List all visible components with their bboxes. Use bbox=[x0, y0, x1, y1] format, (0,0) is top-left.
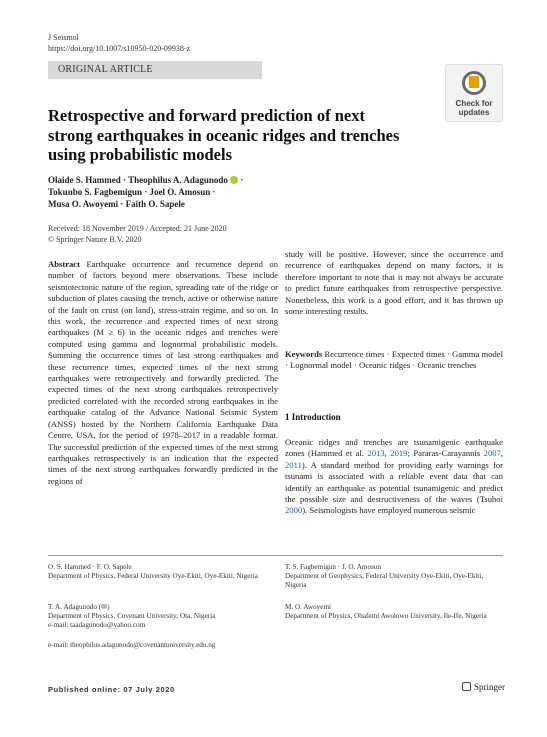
check-updates-line2: updates bbox=[458, 108, 490, 117]
authors-line3: Musa O. Awoyemi · Faith O. Sapele bbox=[48, 199, 185, 209]
copyright: © Springer Nature B.V. 2020 bbox=[48, 234, 142, 244]
published-online: Published online: 07 July 2020 bbox=[48, 685, 175, 694]
intro-text: ). Seismologists have employed numerous seismic bbox=[302, 505, 476, 516]
citation-link[interactable]: 2007 bbox=[483, 448, 501, 459]
article-type: ORIGINAL ARTICLE bbox=[58, 64, 153, 75]
authors-line2: Tokunbo S. Fagbemigun · Joel O. Amosun · bbox=[48, 187, 216, 197]
orcid-icon[interactable] bbox=[230, 176, 238, 184]
doi-link[interactable]: https://doi.org/10.1007/s10950-020-09938-z bbox=[48, 43, 191, 53]
affiliation-names: T. A. Adagunodo (✉) bbox=[48, 603, 110, 611]
affiliation bbox=[48, 641, 278, 650]
affiliation-names: M. O. Awoyemi bbox=[285, 603, 332, 611]
bookmark-icon bbox=[469, 76, 479, 88]
affiliation bbox=[48, 603, 278, 630]
abstract-continued: study will be positive. However, since the occurrence and recurrence of earthquakes depend on many factors, it is therefore important to note that it may not always be accurate to predict future earthquakes from retrospective perspective. Nonetheless, this work is a good effort, and it has thrown up some interesting results. bbox=[285, 249, 503, 317]
springer-horse-icon bbox=[462, 682, 471, 691]
intro-text: ). A standard method for providing early warnings for tsunami is associated with a reliable event data that can identify an earthquake as potential tsunamigenic and predict the possible size and destructiveness of the waves (Tsuboi bbox=[285, 459, 503, 505]
citation-link[interactable]: 2000 bbox=[285, 505, 303, 516]
intro-text: Oceanic ridges and trenches are tsunamigenic earthquake zones (Hammed et al. bbox=[285, 437, 503, 459]
abstract-label: Abstract bbox=[48, 259, 80, 269]
affiliation bbox=[48, 563, 278, 581]
affiliation-dept: Department of Physics, Obafemi Awolowo University, Ile-Ife, Nigeria bbox=[285, 612, 487, 620]
affiliation-dept: Department of Physics, Covenant University, Ota, Nigeria bbox=[48, 612, 216, 620]
publisher-logo bbox=[462, 682, 505, 692]
article-type-banner bbox=[48, 61, 262, 79]
affiliation-names: T. S. Fagbemigun · J. O. Amosun bbox=[285, 563, 382, 571]
intro-text: , bbox=[384, 448, 391, 459]
abstract bbox=[48, 259, 278, 487]
authors-line1: Olaide S. Hammed · Theophilus A. Adagunodo bbox=[48, 175, 228, 185]
affiliation-email[interactable]: e-mail: taadagunodo@yahoo.com bbox=[48, 621, 146, 629]
check-for-updates-badge[interactable] bbox=[445, 64, 503, 122]
received-accepted: Received: 18 November 2019 / Accepted: 21 June 2020 bbox=[48, 224, 227, 233]
section-heading-introduction: 1 Introduction bbox=[285, 412, 341, 422]
affiliation bbox=[285, 603, 503, 621]
citation-link[interactable]: 2011 bbox=[285, 459, 302, 470]
check-updates-line1: Check for bbox=[455, 99, 493, 108]
journal-name: J Seismol bbox=[48, 33, 79, 42]
journal-info bbox=[48, 33, 190, 54]
publisher-name: Springer bbox=[474, 682, 505, 692]
affiliation-email[interactable]: e-mail: theophilus.adagunodo@covenantuniversity.edu.ng bbox=[48, 641, 216, 649]
affiliation bbox=[285, 563, 503, 590]
affiliation-dept: Department of Physics, Federal University Oye-Ekiti, Oye-Ekiti, Nigeria bbox=[48, 572, 258, 580]
introduction-paragraph bbox=[285, 437, 503, 517]
affiliation-dept: Department of Geophysics, Federal University Oye-Ekiti, Oye-Ekiti, Nigeria bbox=[285, 572, 484, 589]
intro-text: , bbox=[500, 448, 503, 459]
footnote-divider bbox=[48, 555, 503, 556]
keywords bbox=[285, 349, 503, 372]
intro-text: ; Pararas-Carayannis bbox=[407, 448, 484, 459]
citation-link[interactable]: 2019 bbox=[390, 448, 408, 459]
citation-link[interactable]: 2013 bbox=[367, 448, 385, 459]
paper-title: Retrospective and forward prediction of next strong earthquakes in oceanic ridges and trenches using probabilistic models bbox=[48, 106, 400, 164]
affiliation-names: O. S. Hammed · F. O. Sapele bbox=[48, 563, 132, 571]
keywords-label: Keywords bbox=[285, 349, 323, 359]
article-dates bbox=[48, 224, 227, 245]
abstract-text: Earthquake occurrence and recurrence depend on number of factors beyond mere observations. These include seismotectonic nature of the region, spreading rate of the ridge or subduction of plates causing the trench, active or otherwise nature of the fault on crust (on land), stress-strain regime, and so on. In this work, the recurrence and expected times of next strong earthquakes (M ≥ 6) in the oceanic ridges and trenches were computed using gamma and lognormal probabilistic models. Summing the occurrence times of last strong earthquakes and these recurrence times, expected times of the next strong earthquakes were retrospectively and forwardly predicted. The expected times of the next strong earthquakes retrospectively predicted correlated with the recorded strong earthquakes in the earthquake catalog of the Advance National Seismic System (ANSS) hosted by the Northern California Earthquake Data Centre, USA, for the period of 1978–2017 in a readable format. The successful prediction of the expected times of the next strong earthquakes retrospectively is an indication that the expected times of the next strong earthquakes forwardly predicted in the regions of bbox=[48, 259, 278, 486]
authors-line1-sep: · bbox=[238, 175, 244, 185]
keywords-text: Recurrence times · Expected times · Gamma model · Lognormal model · Oceanic ridges · Oceanic trenches bbox=[285, 349, 503, 371]
author-list bbox=[48, 174, 288, 210]
